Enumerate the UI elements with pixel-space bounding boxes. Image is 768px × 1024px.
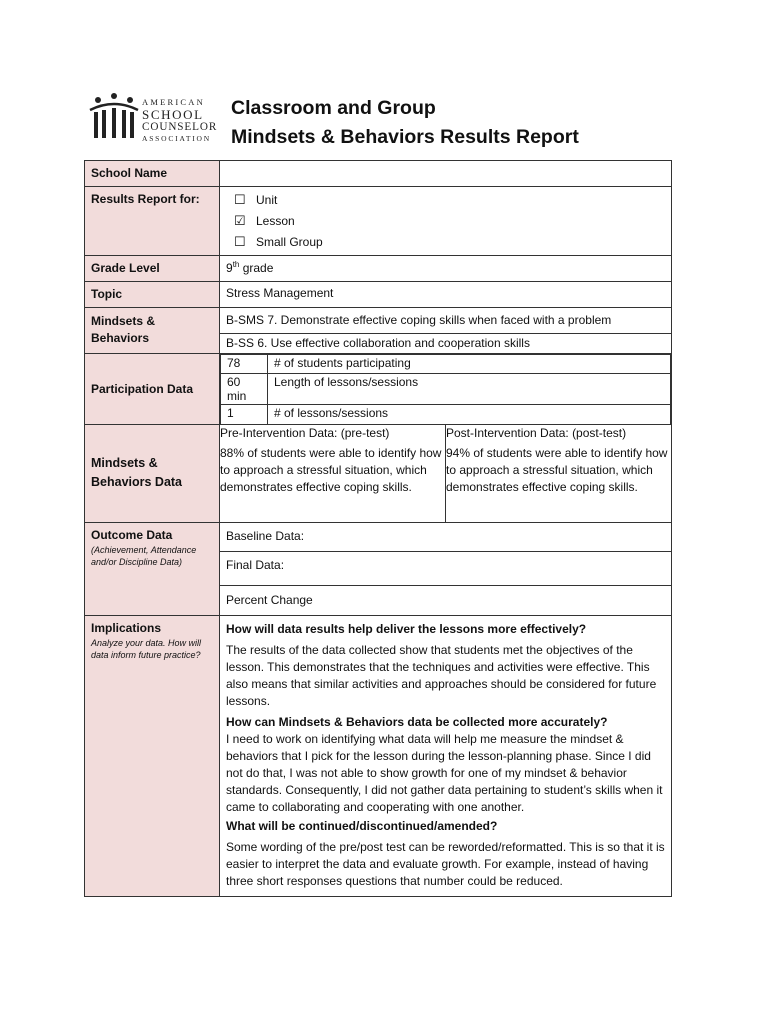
asca-figures-icon bbox=[88, 92, 140, 142]
mindset-item-2: B-SS 6. Use effective collaboration and cooperation skills bbox=[226, 336, 530, 350]
checkbox-checked-icon[interactable]: ☑ bbox=[234, 212, 246, 228]
row-mb-data bbox=[85, 424, 672, 522]
results-for-label: Results Report for: bbox=[85, 187, 220, 256]
implications-answer-2: I need to work on identifying what data will help me measure the mindset & behaviors that I pick for the lesson during the lesson-planning phase. Since I did not do that, I was not able to show growth for one of my mindset & behavior standards. Consequently, I did not gather data pertaining to student’s skills when it came to collaborating and cooperating with one another. bbox=[226, 731, 663, 814]
implications-content bbox=[220, 615, 672, 896]
pre-intervention-text: 88% of students were able to identify how to approach a stressful situation, which demonstrates effective coping skills. bbox=[220, 445, 442, 494]
mindset-item-1: B-SMS 7. Demonstrate effective coping skills when faced with a problem bbox=[220, 308, 671, 334]
checkbox-unchecked-icon[interactable]: ☐ bbox=[234, 191, 246, 207]
grade-suffix: th bbox=[232, 260, 240, 269]
implications-answer-3: Some wording of the pre/post test can be reworded/reformatted. This is so that it is easier to interpret the data and evaluate growth. For example, instead of having three short responses questions that number could be reduced. bbox=[226, 839, 665, 888]
grade-number: 9 bbox=[226, 261, 233, 275]
participation-row bbox=[221, 355, 671, 374]
logo-line-association: ASSOCIATION bbox=[142, 133, 211, 143]
row-implications bbox=[85, 615, 672, 896]
post-intervention-cell bbox=[446, 424, 672, 522]
logo-line-counselor: COUNSELOR bbox=[142, 120, 218, 133]
final-data: Final Data: bbox=[220, 551, 672, 585]
row-mindsets bbox=[85, 308, 672, 354]
mindsets-values bbox=[220, 308, 672, 354]
checkbox-unchecked-icon[interactable]: ☐ bbox=[234, 233, 246, 249]
row-grade-level bbox=[85, 256, 672, 282]
grade-level-label: Grade Level bbox=[85, 256, 220, 282]
option-lesson[interactable] bbox=[226, 210, 665, 231]
row-school-name bbox=[85, 161, 672, 187]
row-outcome-baseline bbox=[85, 522, 672, 551]
outcome-label-cell bbox=[85, 522, 220, 615]
option-lesson-label: Lesson bbox=[256, 213, 295, 228]
mb-data-label: Mindsets & Behaviors Data bbox=[85, 424, 220, 522]
implications-answer-1: The results of the data collected show that students met the objectives of the lesson. This demonstrates that the techniques and activities were effective. This also means that similar activities and approaches should be considered for future lessons. bbox=[226, 642, 657, 708]
participation-value: 78 bbox=[221, 355, 268, 374]
pre-intervention-title: Pre-Intervention Data: (pre-test) bbox=[220, 425, 390, 440]
implications-question-3: What will be continued/discontinued/amended? bbox=[226, 818, 498, 833]
participation-row bbox=[221, 405, 671, 424]
post-intervention-title: Post-Intervention Data: (post-test) bbox=[446, 425, 627, 440]
implications-question-2: How can Mindsets & Behaviors data be collected more accurately? bbox=[226, 714, 608, 729]
logo-line-american: AMERICAN bbox=[142, 97, 205, 107]
logo-line-school: SCHOOL bbox=[142, 106, 204, 122]
row-results-for bbox=[85, 187, 672, 256]
participation-value: 1 bbox=[221, 405, 268, 424]
school-name-value bbox=[220, 161, 672, 187]
post-intervention-text: 94% of students were able to identify how to approach a stressful situation, which demonstrates effective coping skills. bbox=[446, 445, 668, 494]
participation-label: Participation Data bbox=[85, 354, 220, 425]
implications-label-cell bbox=[85, 615, 220, 896]
pre-intervention-cell bbox=[220, 424, 446, 522]
topic-value: Stress Management bbox=[220, 282, 672, 308]
participation-row bbox=[221, 374, 671, 405]
row-topic bbox=[85, 282, 672, 308]
implications-label: Implications bbox=[91, 620, 162, 635]
percent-change: Percent Change bbox=[220, 585, 672, 615]
topic-label: Topic bbox=[85, 282, 220, 308]
results-for-options bbox=[220, 187, 672, 256]
option-small-group-label: Small Group bbox=[256, 234, 323, 249]
row-participation bbox=[85, 354, 672, 425]
participation-desc: Length of lessons/sessions bbox=[268, 374, 671, 405]
implications-note: Analyze your data. How will data inform future practice? bbox=[91, 637, 202, 660]
outcome-note: (Achievement, Attendance and/or Discipline Data) bbox=[91, 544, 197, 567]
participation-values bbox=[220, 354, 672, 425]
option-unit[interactable] bbox=[226, 189, 665, 210]
grade-word: grade bbox=[239, 261, 274, 275]
option-unit-label: Unit bbox=[256, 192, 278, 207]
results-report-table bbox=[84, 160, 672, 897]
title-line-1: Classroom and Group bbox=[231, 97, 436, 119]
grade-level-value bbox=[220, 256, 672, 282]
page-title bbox=[231, 94, 579, 152]
participation-desc: # of students participating bbox=[268, 355, 671, 374]
outcome-label: Outcome Data bbox=[91, 527, 173, 542]
option-small-group[interactable] bbox=[226, 231, 665, 252]
participation-table bbox=[220, 354, 671, 424]
report-header bbox=[88, 92, 688, 152]
asca-logo bbox=[88, 92, 223, 148]
participation-desc: # of lessons/sessions bbox=[268, 405, 671, 424]
title-line-2: Mindsets & Behaviors Results Report bbox=[231, 126, 579, 148]
baseline-data: Baseline Data: bbox=[220, 522, 672, 551]
mindsets-label: Mindsets & Behaviors bbox=[85, 308, 220, 354]
implications-question-1: How will data results help deliver the lessons more effectively? bbox=[226, 621, 587, 636]
school-name-label: School Name bbox=[85, 161, 220, 187]
participation-value: 60 min bbox=[221, 374, 268, 405]
